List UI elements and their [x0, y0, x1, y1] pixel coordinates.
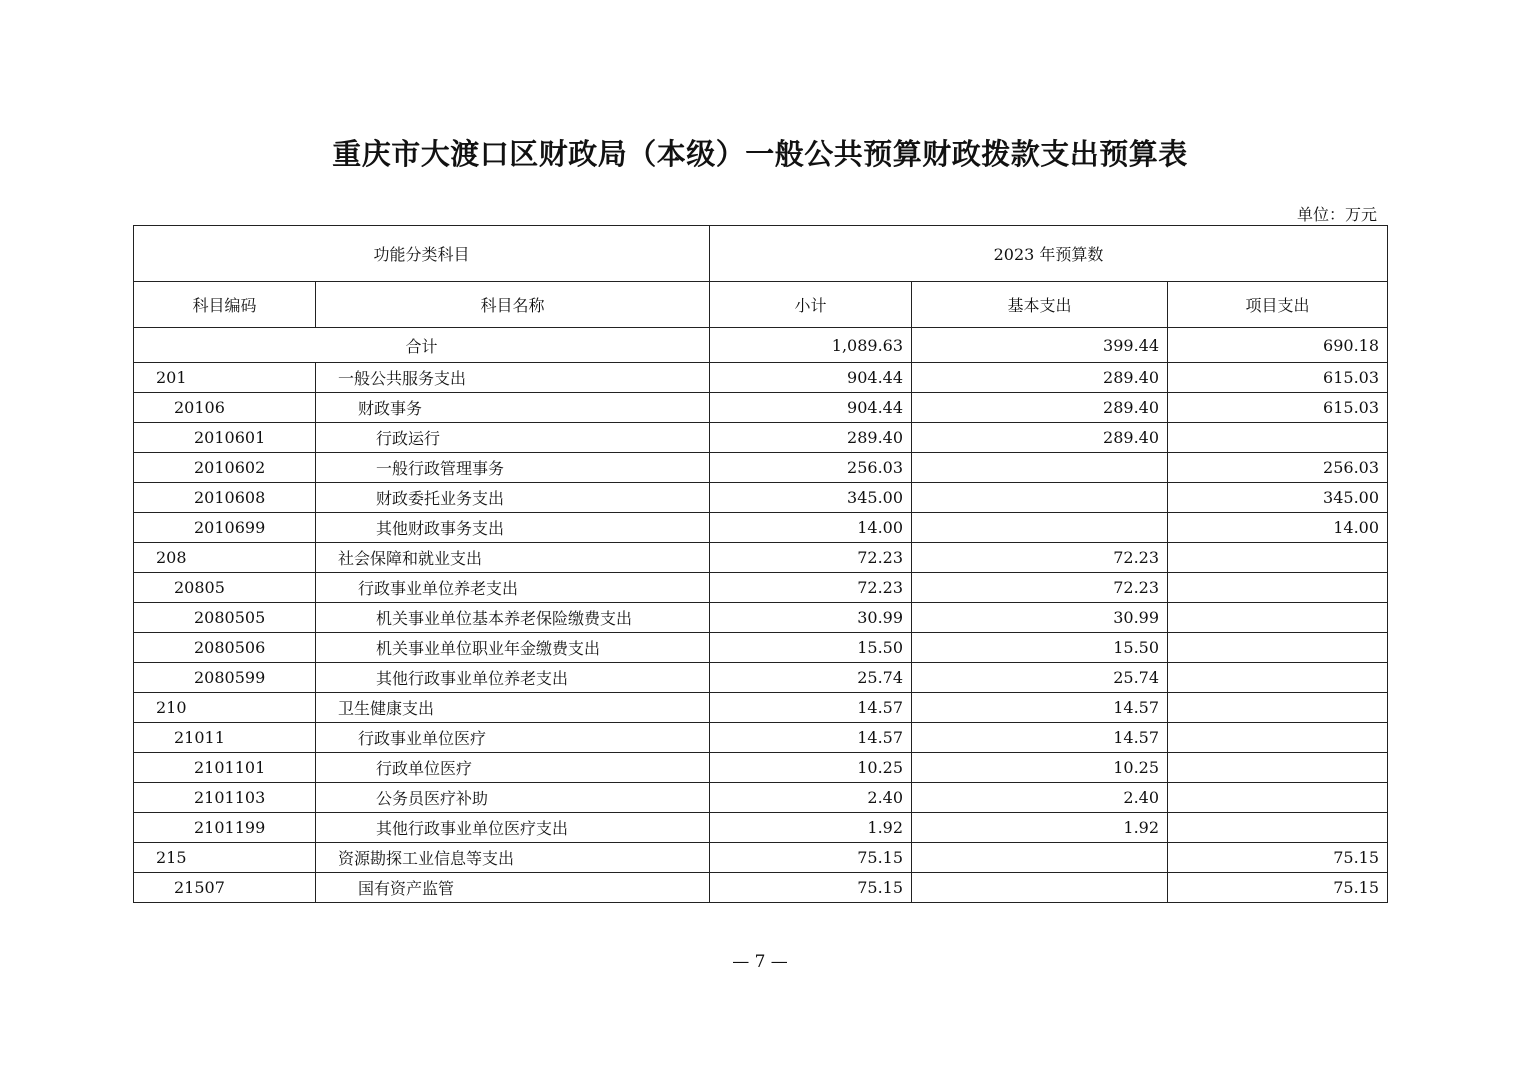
- row-subtotal: 256.03: [710, 453, 912, 483]
- row-project: 14.00: [1168, 513, 1388, 543]
- row-basic: 1.92: [912, 813, 1168, 843]
- row-code: 2101101: [134, 753, 316, 783]
- row-code: 2010602: [134, 453, 316, 483]
- row-project: [1168, 663, 1388, 693]
- row-basic: 289.40: [912, 423, 1168, 453]
- row-name: 公务员医疗补助: [316, 783, 710, 813]
- row-basic: 72.23: [912, 543, 1168, 573]
- row-basic: [912, 453, 1168, 483]
- row-subtotal: 72.23: [710, 573, 912, 603]
- row-project: [1168, 573, 1388, 603]
- table-row: [134, 723, 1388, 753]
- total-basic: 399.44: [912, 328, 1168, 363]
- row-project: 75.15: [1168, 843, 1388, 873]
- row-project: [1168, 423, 1388, 453]
- row-project: [1168, 753, 1388, 783]
- row-name: 一般公共服务支出: [316, 363, 710, 393]
- row-subtotal: 10.25: [710, 753, 912, 783]
- budget-table: [133, 225, 1388, 903]
- row-code: 2101199: [134, 813, 316, 843]
- table-row: [134, 753, 1388, 783]
- row-project: 615.03: [1168, 393, 1388, 423]
- table-row: [134, 663, 1388, 693]
- row-code: 2080599: [134, 663, 316, 693]
- row-code: 215: [134, 843, 316, 873]
- row-subtotal: 289.40: [710, 423, 912, 453]
- row-basic: 10.25: [912, 753, 1168, 783]
- total-project: 690.18: [1168, 328, 1388, 363]
- row-code: 210: [134, 693, 316, 723]
- row-code: 20805: [134, 573, 316, 603]
- header-functional-classification: 功能分类科目: [134, 226, 710, 282]
- row-name: 机关事业单位基本养老保险缴费支出: [316, 603, 710, 633]
- row-basic: 25.74: [912, 663, 1168, 693]
- row-project: [1168, 633, 1388, 663]
- row-name: 财政事务: [316, 393, 710, 423]
- row-project: [1168, 783, 1388, 813]
- row-name: 其他行政事业单位养老支出: [316, 663, 710, 693]
- row-name: 一般行政管理事务: [316, 453, 710, 483]
- row-subtotal: 345.00: [710, 483, 912, 513]
- header-basic: 基本支出: [912, 282, 1168, 328]
- row-name: 其他财政事务支出: [316, 513, 710, 543]
- row-subtotal: 25.74: [710, 663, 912, 693]
- row-name: 社会保障和就业支出: [316, 543, 710, 573]
- row-project: [1168, 543, 1388, 573]
- row-project: [1168, 603, 1388, 633]
- row-basic: [912, 843, 1168, 873]
- row-basic: 72.23: [912, 573, 1168, 603]
- table-row: [134, 783, 1388, 813]
- row-subtotal: 14.57: [710, 723, 912, 753]
- row-code: 2101103: [134, 783, 316, 813]
- row-name: 行政运行: [316, 423, 710, 453]
- table-row: [134, 453, 1388, 483]
- row-subtotal: 75.15: [710, 873, 912, 903]
- unit-label: 单位：万元: [1296, 205, 1377, 224]
- row-subtotal: 904.44: [710, 363, 912, 393]
- table-row: [134, 363, 1388, 393]
- row-subtotal: 14.00: [710, 513, 912, 543]
- row-code: 20106: [134, 393, 316, 423]
- row-basic: 2.40: [912, 783, 1168, 813]
- header-budget-year: 2023 年预算数: [710, 226, 1388, 282]
- header-row-group: [134, 226, 1388, 282]
- row-name: 资源勘探工业信息等支出: [316, 843, 710, 873]
- row-project: 615.03: [1168, 363, 1388, 393]
- row-name: 行政事业单位养老支出: [316, 573, 710, 603]
- table-row: [134, 813, 1388, 843]
- table-row: [134, 483, 1388, 513]
- row-subtotal: 30.99: [710, 603, 912, 633]
- row-subtotal: 75.15: [710, 843, 912, 873]
- row-basic: 289.40: [912, 393, 1168, 423]
- page-title: 重庆市大渡口区财政局（本级）一般公共预算财政拨款支出预算表: [332, 137, 1188, 171]
- table-row: [134, 513, 1388, 543]
- row-project: 75.15: [1168, 873, 1388, 903]
- row-basic: 14.57: [912, 723, 1168, 753]
- table-row: [134, 633, 1388, 663]
- total-label: 合计: [134, 328, 710, 363]
- table-row: [134, 693, 1388, 723]
- row-project: 256.03: [1168, 453, 1388, 483]
- total-row: [134, 328, 1388, 363]
- table-row: [134, 573, 1388, 603]
- table-row: [134, 543, 1388, 573]
- table-row: [134, 843, 1388, 873]
- row-code: 201: [134, 363, 316, 393]
- row-name: 其他行政事业单位医疗支出: [316, 813, 710, 843]
- table-row: [134, 603, 1388, 633]
- row-code: 208: [134, 543, 316, 573]
- row-project: [1168, 723, 1388, 753]
- row-code: 2080506: [134, 633, 316, 663]
- row-subtotal: 904.44: [710, 393, 912, 423]
- row-basic: 289.40: [912, 363, 1168, 393]
- header-subtotal: 小计: [710, 282, 912, 328]
- row-subtotal: 15.50: [710, 633, 912, 663]
- row-basic: 15.50: [912, 633, 1168, 663]
- row-name: 财政委托业务支出: [316, 483, 710, 513]
- row-basic: [912, 513, 1168, 543]
- row-code: 2010699: [134, 513, 316, 543]
- row-code: 21507: [134, 873, 316, 903]
- row-code: 21011: [134, 723, 316, 753]
- row-project: [1168, 693, 1388, 723]
- row-basic: 30.99: [912, 603, 1168, 633]
- row-subtotal: 2.40: [710, 783, 912, 813]
- header-project: 项目支出: [1168, 282, 1388, 328]
- row-basic: [912, 873, 1168, 903]
- row-subtotal: 1.92: [710, 813, 912, 843]
- page-number: — 7 —: [732, 952, 788, 972]
- row-code: 2010601: [134, 423, 316, 453]
- row-name: 国有资产监管: [316, 873, 710, 903]
- header-row-columns: [134, 282, 1388, 328]
- table-row: [134, 873, 1388, 903]
- row-code: 2080505: [134, 603, 316, 633]
- row-basic: 14.57: [912, 693, 1168, 723]
- table-row: [134, 393, 1388, 423]
- row-subtotal: 72.23: [710, 543, 912, 573]
- header-name: 科目名称: [316, 282, 710, 328]
- row-basic: [912, 483, 1168, 513]
- total-subtotal: 1,089.63: [710, 328, 912, 363]
- header-code: 科目编码: [134, 282, 316, 328]
- row-project: [1168, 813, 1388, 843]
- row-name: 行政单位医疗: [316, 753, 710, 783]
- row-subtotal: 14.57: [710, 693, 912, 723]
- row-name: 机关事业单位职业年金缴费支出: [316, 633, 710, 663]
- table-row: [134, 423, 1388, 453]
- row-code: 2010608: [134, 483, 316, 513]
- row-name: 卫生健康支出: [316, 693, 710, 723]
- row-project: 345.00: [1168, 483, 1388, 513]
- row-name: 行政事业单位医疗: [316, 723, 710, 753]
